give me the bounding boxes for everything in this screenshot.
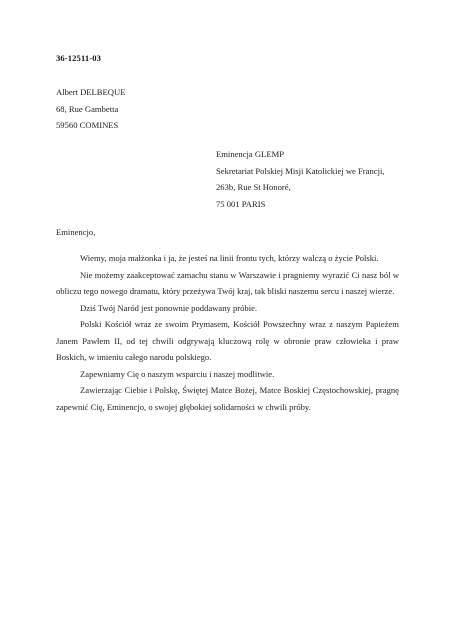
recipient-street: 263b, Rue St Honoré, bbox=[216, 182, 291, 192]
sender-street: 68, Rue Gambetta bbox=[56, 103, 119, 114]
sender-name: Albert DELBEQUE bbox=[56, 87, 126, 97]
salutation: Eminencjo, bbox=[56, 227, 96, 237]
recipient-institution: Sekretariat Polskiej Misji Katolickiej we Francji, bbox=[216, 165, 385, 176]
body-paragraph: Zawierzając Ciebie i Polskę, Świętej Matce Bożej, Matce Boskiej Częstochowskiej, pragnę zapewnić Cię, Eminencjo, o swojej głębokiej solidarności w chwili próby. bbox=[56, 385, 399, 412]
reference-number: 36-12511-03 bbox=[56, 53, 102, 63]
body-paragraph: Wiemy, moja małżonka i ja, że jesteś na linii frontu tych, którzy walczą o życie Polski. bbox=[80, 253, 379, 263]
body-paragraph: Dziś Twój Naród jest ponownie poddawany próbie. bbox=[80, 302, 258, 313]
body-paragraph: Nie możemy zaakceptować zamachu stanu w Warszawie i pragniemy wyrazić Ci nasz ból w obliczu tego nowego dramatu, który przeżywa Twój kraj, tak bliski naszemu sercu i naszej wierze. bbox=[56, 269, 399, 296]
sender-city: 59560 COMINES bbox=[56, 120, 119, 130]
letter-body bbox=[56, 250, 399, 415]
body-paragraph: Polski Kościół wraz ze swoim Prymasem, Kościół Powszechny wraz z naszym Papieżem Janem Pawłem II, od tej chwili odgrywają kluczową rolę w obronie praw człowieka i praw Boskich, w imieniu całego narodu polskiego. bbox=[56, 319, 399, 362]
recipient-city: 75 001 PARIS bbox=[216, 198, 266, 209]
sender-address bbox=[56, 84, 125, 134]
recipient-title: Eminencja GLEMP bbox=[216, 149, 285, 159]
body-paragraph: Zapewniamy Cię o naszym wsparciu i naszej modlitwie. bbox=[80, 368, 275, 379]
recipient-address bbox=[216, 146, 385, 212]
